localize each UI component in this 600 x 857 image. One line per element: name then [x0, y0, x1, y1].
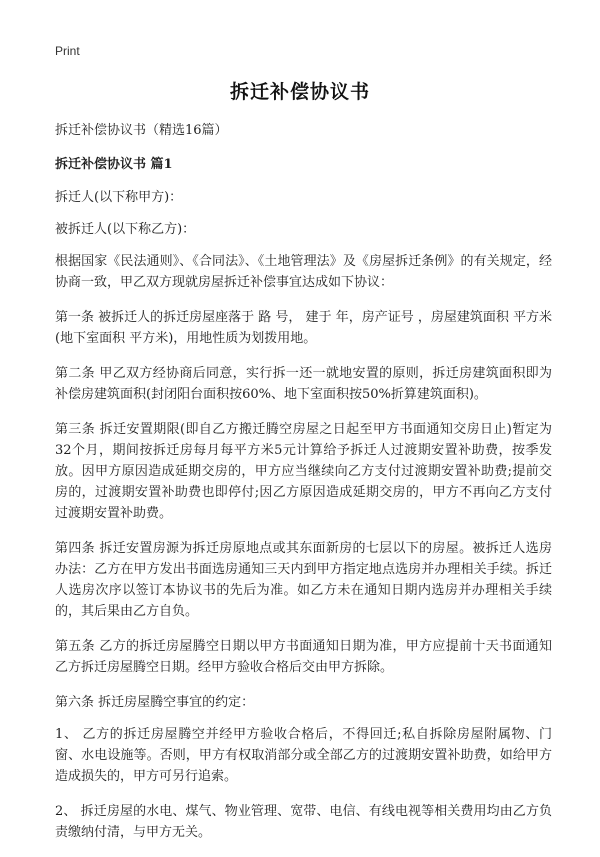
paragraph-article-2: 第二条 甲乙双方经协商后同意，实行拆一还一就地安置的原则，拆迁房建筑面积即为补偿房建筑面积(封闭阳台面积按60%、地下室面积按50%折算建筑面积)。: [55, 366, 552, 402]
paragraph-demolisher: 拆迁人(以下称甲方)：: [55, 190, 183, 205]
paragraph-preamble: 根据国家《民法通则》、《合同法》、《土地管理法》及《房屋拆迁条例》的有关规定，经协商一致，甲乙双方现就房屋拆迁补偿事宜达成如下协议：: [55, 254, 552, 290]
paragraph-article-3: 第三条 拆迁安置期限(即自乙方搬迁腾空房屋之日起至甲方书面通知交房日止)暂定为32个月，期间按拆迁房每月每平方米5元计算给予拆迁人过渡期安置补助费，按季发放。因甲方原因造成延期交房的，甲方应当继续向乙方支付过渡期安置补助费;提前交房的，过渡期安置补助费也即停付;因乙方原因造成延期交房的，甲方不再向乙方支付过渡期安置补助费。: [55, 422, 552, 521]
print-link[interactable]: Print: [55, 44, 80, 58]
document-subtitle: 拆迁补偿协议书（精选16篇）: [55, 123, 228, 138]
paragraph-article-6-item-2: 2、 拆迁房屋的水电、煤气、物业管理、宽带、电信、有线电视等相关费用均由乙方负责缴纳付清，与甲方无关。: [55, 804, 552, 840]
paragraph-demolished-party: 被拆迁人(以下称乙方)：: [55, 222, 196, 237]
paragraph-article-4: 第四条 拆迁安置房源为拆迁房原地点或其东面新房的七层以下的房屋。被拆迁人选房办法：乙方在甲方发出书面选房通知三天内到甲方指定地点选房并办理相关手续。拆迁人选房次序以签订本协议书的先后为准。如乙方未在通知日期内选房并办理相关手续的，其后果由乙方自负。: [55, 541, 552, 619]
document-body: [55, 120, 552, 857]
section-heading: 拆迁补偿协议书 篇1: [55, 157, 173, 172]
paragraph-article-5: 第五条 乙方的拆迁房屋腾空日期以甲方书面通知日期为准，甲方应提前十天书面通知乙方拆迁房屋腾空日期。经甲方验收合格后交由甲方拆除。: [55, 639, 552, 675]
paragraph-article-6-item-1: 1、 乙方的拆迁房屋腾空并经甲方验收合格后，不得回迁;私自拆除房屋附属物、门窗、水电设施等。否则，甲方有权取消部分或全部乙方的过渡期安置补助费，如给甲方造成损失的，甲方可另行追索。: [55, 727, 552, 784]
paragraph-article-6: 第六条 拆迁房屋腾空事宜的约定：: [55, 695, 255, 710]
document-title: 拆迁补偿协议书: [229, 81, 370, 103]
paragraph-article-1: 第一条 被拆迁人的拆迁房屋座落于 路 号， 建于 年，房产证号 ，房屋建筑面积 平方米(地下室面积 平方米)，用地性质为划拨用地。: [55, 310, 552, 346]
